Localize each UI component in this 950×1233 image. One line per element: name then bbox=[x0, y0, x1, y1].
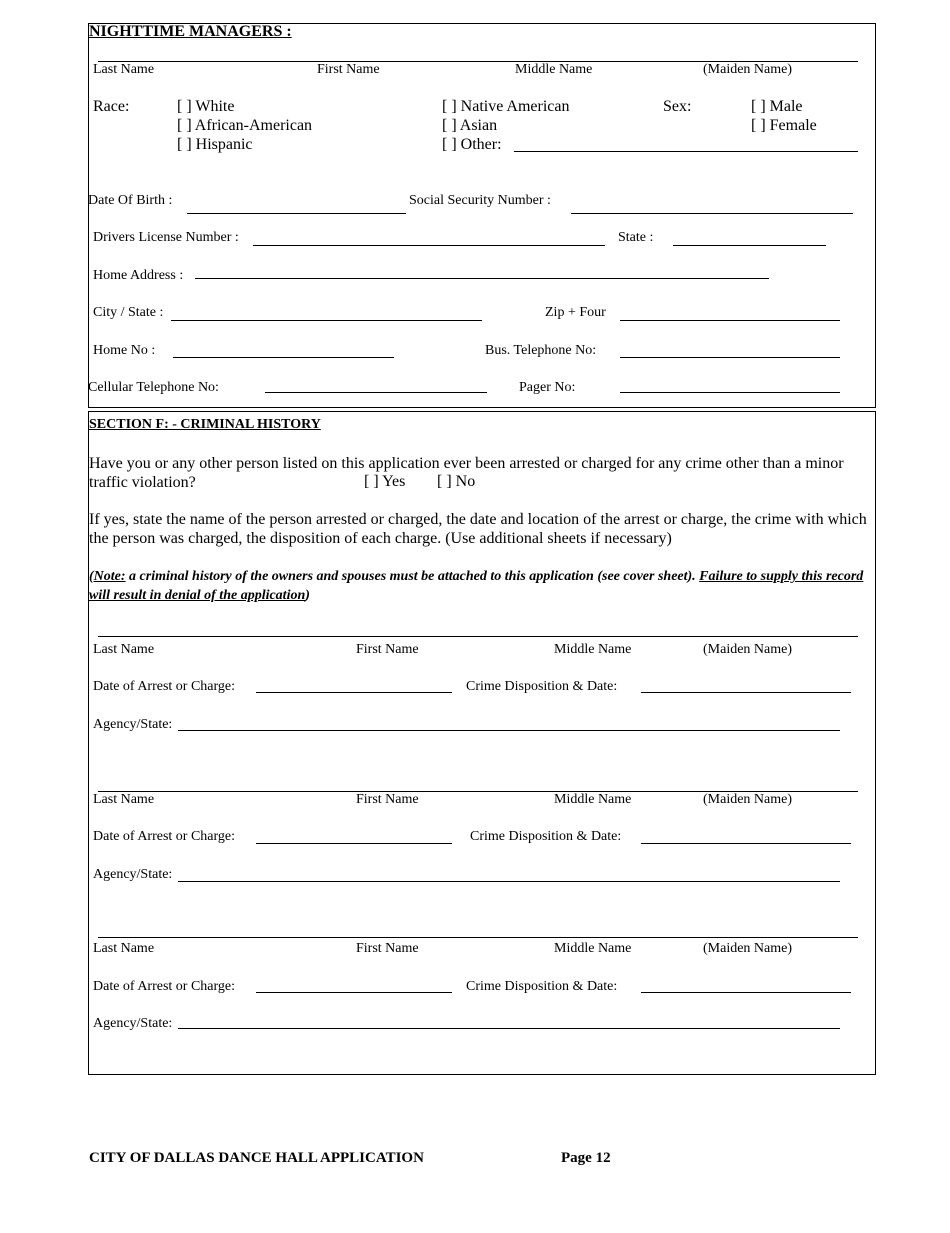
home-address-line[interactable] bbox=[195, 278, 769, 279]
entry-disposition-label: Crime Disposition & Date: bbox=[466, 679, 618, 694]
entry-disposition-line[interactable] bbox=[641, 992, 851, 993]
footer-page-number: Page 12 bbox=[561, 1150, 611, 1166]
entry-agency-line[interactable] bbox=[178, 881, 840, 882]
dob-line[interactable] bbox=[187, 213, 406, 214]
entry-disposition-line[interactable] bbox=[641, 843, 851, 844]
entry-first-name-label: First Name bbox=[356, 941, 419, 956]
city-state-label: City / State : bbox=[93, 305, 164, 320]
criminal-instructions: If yes, state the name of the person arrested or charged, the date and location of the arrest or charge, the crime with which the person was charged, the disposition of each charge. (Use additional sheets if necessary) bbox=[89, 511, 867, 547]
managers-title: NIGHTTIME MANAGERS : bbox=[89, 23, 292, 40]
sex-male-checkbox[interactable]: [ ] Male bbox=[751, 98, 803, 115]
home-no-line[interactable] bbox=[173, 357, 394, 358]
entry-disposition-line[interactable] bbox=[641, 692, 851, 693]
pager-line[interactable] bbox=[620, 392, 840, 393]
entry-middle-name-label: Middle Name bbox=[554, 941, 632, 956]
race-other-checkbox[interactable]: [ ] Other: bbox=[442, 136, 502, 153]
note-prefix: (Note: bbox=[89, 569, 126, 584]
race-native-american-checkbox[interactable]: [ ] Native American bbox=[442, 98, 570, 115]
bus-tel-label: Bus. Telephone No: bbox=[485, 343, 597, 358]
entry-arrest-line[interactable] bbox=[256, 692, 452, 693]
manager-last-name-label: Last Name bbox=[93, 62, 155, 77]
entry-agency-label: Agency/State: bbox=[93, 867, 173, 882]
manager-middle-name-label: Middle Name bbox=[515, 62, 593, 77]
entry-agency-label: Agency/State: bbox=[93, 717, 173, 732]
race-label: Race: bbox=[93, 98, 130, 115]
entry-arrest-line[interactable] bbox=[256, 992, 452, 993]
footer-title: CITY OF DALLAS DANCE HALL APPLICATION bbox=[89, 1150, 424, 1166]
entry-maiden-name-label: (Maiden Name) bbox=[703, 941, 793, 956]
entry-agency-label: Agency/State: bbox=[93, 1016, 173, 1031]
ssn-line[interactable] bbox=[571, 213, 853, 214]
entry-maiden-name-label: (Maiden Name) bbox=[703, 642, 793, 657]
entry-arrest-line[interactable] bbox=[256, 843, 452, 844]
race-other-line[interactable] bbox=[514, 151, 858, 152]
dob-label: Date Of Birth : bbox=[88, 193, 173, 208]
entry-name-line[interactable] bbox=[98, 636, 858, 637]
race-african-american-checkbox[interactable]: [ ] African-American bbox=[177, 117, 313, 134]
managers-section bbox=[88, 23, 876, 408]
dl-line[interactable] bbox=[253, 245, 605, 246]
entry-middle-name-label: Middle Name bbox=[554, 642, 632, 657]
race-asian-checkbox[interactable]: [ ] Asian bbox=[442, 117, 498, 134]
pager-label: Pager No: bbox=[519, 380, 576, 395]
entry-disposition-label: Crime Disposition & Date: bbox=[470, 829, 622, 844]
dl-state-line[interactable] bbox=[673, 245, 826, 246]
entry-last-name-label: Last Name bbox=[93, 941, 155, 956]
race-white-checkbox[interactable]: [ ] White bbox=[177, 98, 235, 115]
entry-middle-name-label: Middle Name bbox=[554, 792, 632, 807]
entry-disposition-label: Crime Disposition & Date: bbox=[466, 979, 618, 994]
criminal-history-title: SECTION F: - CRIMINAL HISTORY bbox=[89, 417, 321, 432]
entry-arrest-label: Date of Arrest or Charge: bbox=[93, 829, 236, 844]
entry-agency-line[interactable] bbox=[178, 1028, 840, 1029]
zip-label: Zip + Four bbox=[545, 305, 606, 320]
sex-female-checkbox[interactable]: [ ] Female bbox=[751, 117, 817, 134]
zip-line[interactable] bbox=[620, 320, 840, 321]
cell-label: Cellular Telephone No: bbox=[88, 380, 219, 395]
note-body: a criminal history of the owners and spouses must be attached to this application (see cover sheet). bbox=[125, 569, 700, 584]
criminal-yes-checkbox[interactable]: [ ] Yes bbox=[364, 473, 406, 490]
entry-first-name-label: First Name bbox=[356, 792, 419, 807]
city-state-line[interactable] bbox=[171, 320, 482, 321]
sex-label: Sex: bbox=[663, 98, 692, 115]
entry-arrest-label: Date of Arrest or Charge: bbox=[93, 979, 236, 994]
home-address-label: Home Address : bbox=[93, 268, 184, 283]
entry-agency-line[interactable] bbox=[178, 730, 840, 731]
bus-tel-line[interactable] bbox=[620, 357, 840, 358]
entry-last-name-label: Last Name bbox=[93, 642, 155, 657]
entry-arrest-label: Date of Arrest or Charge: bbox=[93, 679, 236, 694]
entry-maiden-name-label: (Maiden Name) bbox=[703, 792, 793, 807]
entry-last-name-label: Last Name bbox=[93, 792, 155, 807]
criminal-question: Have you or any other person listed on this application ever been arrested or charged for any crime other than a minor traffic violation? bbox=[89, 455, 844, 491]
criminal-no-checkbox[interactable]: [ ] No bbox=[437, 473, 476, 490]
note-suffix: ) bbox=[305, 588, 310, 603]
entry-name-line[interactable] bbox=[98, 937, 858, 938]
race-hispanic-checkbox[interactable]: [ ] Hispanic bbox=[177, 136, 253, 153]
cell-line[interactable] bbox=[265, 392, 487, 393]
ssn-label: Social Security Number : bbox=[409, 193, 551, 208]
home-no-label: Home No : bbox=[93, 343, 156, 358]
manager-first-name-label: First Name bbox=[317, 62, 380, 77]
dl-state-label: State : bbox=[618, 230, 654, 245]
note-emphasis: Failure to supply this record will result in denial of the application bbox=[89, 569, 864, 603]
dl-label: Drivers License Number : bbox=[93, 230, 239, 245]
entry-first-name-label: First Name bbox=[356, 642, 419, 657]
manager-maiden-name-label: (Maiden Name) bbox=[703, 62, 793, 77]
criminal-note bbox=[89, 567, 869, 605]
